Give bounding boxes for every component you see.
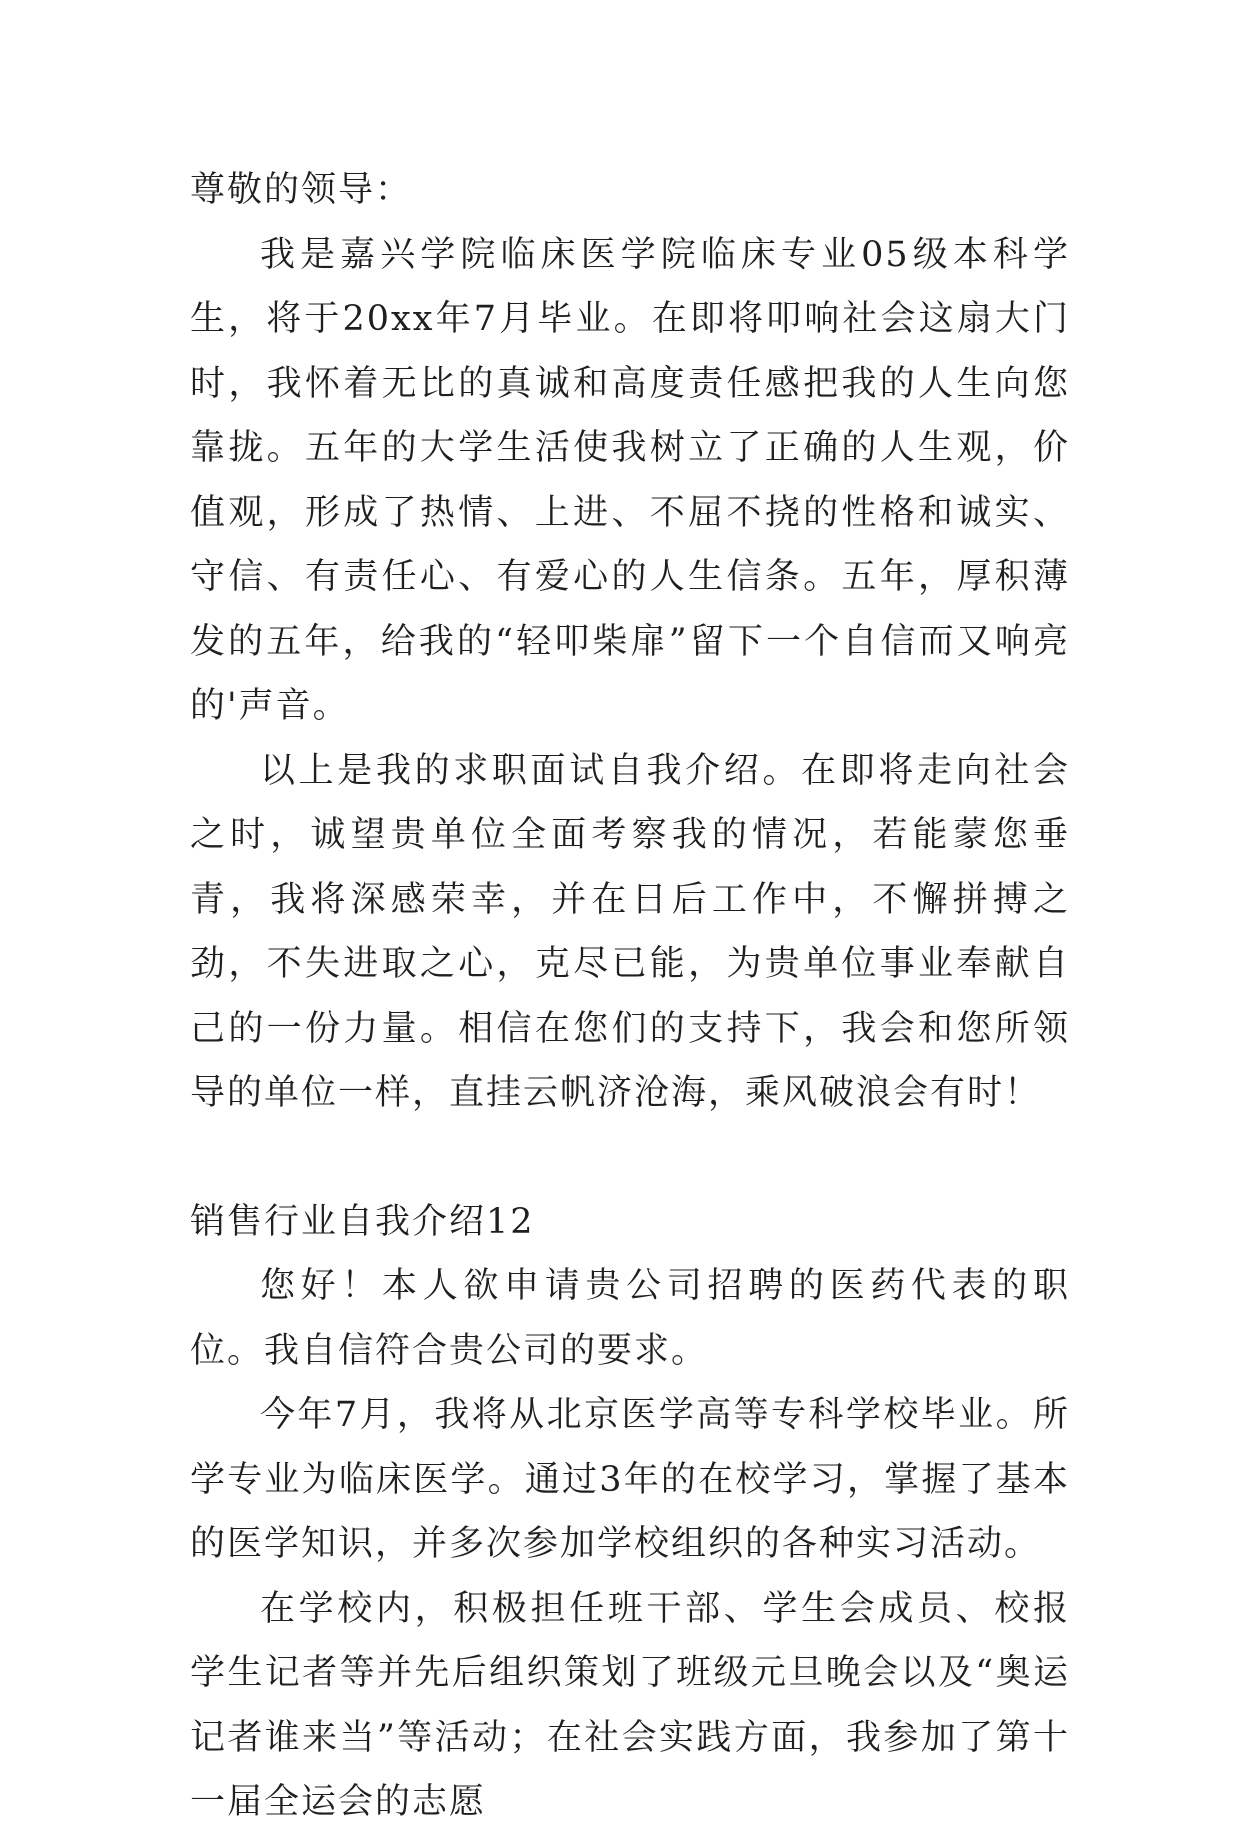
section-title: 销售行业自我介绍12 <box>190 1201 535 1242</box>
body-paragraph: 今年7月，我将从北京医学高等专科学校毕业。所学专业为临床医学。通过3年的在校学习，掌握了基本的医学知识，并多次参加学校组织的各种实习活动。 <box>190 1395 1070 1564</box>
body-paragraph: 您好！本人欲申请贵公司招聘的医药代表的职位。我自信符合贵公司的要求。 <box>190 1266 1070 1371</box>
document-body <box>190 158 1070 1835</box>
salutation: 尊敬的领导： <box>190 170 413 210</box>
body-paragraph: 以上是我的求职面试自我介绍。在即将走向社会之时，诚望贵单位全面考察我的情况，若能蒙您垂青，我将深感荣幸，并在日后工作中，不懈拼搏之劲，不失进取之心，克尽已能，为贵单位事业奉献自己的一份力量。相信在您们的支持下，我会和您所领导的单位一样，直挂云帆济沧海，乘风破浪会有时！ <box>190 750 1070 1113</box>
body-paragraph: 我是嘉兴学院临床医学院临床专业05级本科学生，将于20xx年7月毕业。在即将叩响社会这扇大门时，我怀着无比的真诚和高度责任感把我的人生向您靠拢。五年的大学生活使我树立了正确的人生观，价值观，形成了热情、上进、不屈不挠的性格和诚实、守信、有责任心、有爱心的人生信条。五年，厚积薄发的五年，给我的“轻叩柴扉”留下一个自信而又响亮的'声音。 <box>190 234 1070 726</box>
body-paragraph: 在学校内，积极担任班干部、学生会成员、校报学生记者等并先后组织策划了班级元旦晚会以及“奥运记者谁来当”等活动；在社会实践方面，我参加了第十一届全运会的志愿 <box>190 1588 1070 1822</box>
